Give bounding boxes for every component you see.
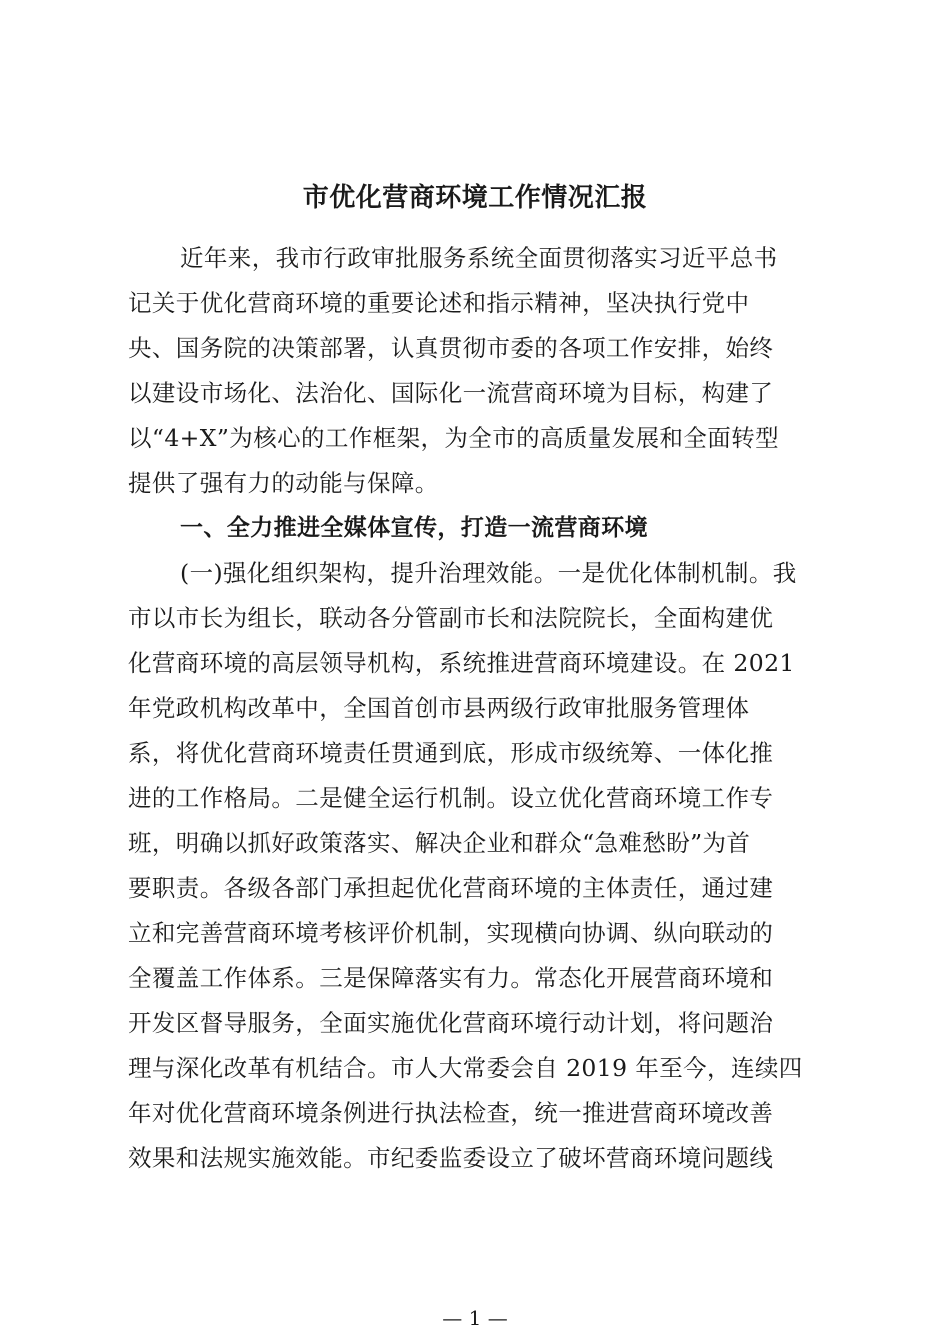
paragraph-line: 效果和法规实施效能。市纪委监委设立了破坏营商环境问题线 <box>128 1144 774 1172</box>
paragraph-line: 班，明确以抓好政策落实、解决企业和群众“急难愁盼”为首 <box>128 829 751 857</box>
paragraph-line: 年对优化营商环境条例进行执法检查，统一推进营商环境改善 <box>128 1099 774 1127</box>
paragraph-line: 要职责。各级各部门承担起优化营商环境的主体责任，通过建 <box>128 874 774 902</box>
paragraph-line: 以“4+X”为核心的工作框架，为全市的高质量发展和全面转型 <box>128 424 779 452</box>
paragraph-line: 化营商环境的高层领导机构，系统推进营商环境建设。在 2021 <box>128 649 795 677</box>
paragraph-line: 进的工作格局。二是健全运行机制。设立优化营商环境工作专 <box>128 784 774 812</box>
paragraph-line: 记关于优化营商环境的重要论述和指示精神，坚决执行党中 <box>128 289 750 317</box>
paragraph-line: 近年来，我市行政审批服务系统全面贯彻落实习近平总书 <box>180 244 778 272</box>
page-number: — 1 — <box>442 1306 508 1330</box>
paragraph-line: 开发区督导服务，全面实施优化营商环境行动计划，将问题治 <box>128 1009 774 1037</box>
document-title: 市优化营商环境工作情况汇报 <box>302 183 648 213</box>
paragraph-line: 系，将优化营商环境责任贯通到底，形成市级统筹、一体化推 <box>128 739 774 767</box>
paragraph-line: 全覆盖工作体系。三是保障落实有力。常态化开展营商环境和 <box>128 964 774 992</box>
document-body <box>128 236 828 1181</box>
paragraph-line: 立和完善营商环境考核评价机制，实现横向协调、纵向联动的 <box>128 919 774 947</box>
paragraph-line: 市以市长为组长，联动各分管副市长和法院院长，全面构建优 <box>128 604 774 632</box>
paragraph-line: 以建设市场化、法治化、国际化一流营商环境为目标，构建了 <box>128 379 774 407</box>
paragraph-line: (一)强化组织架构，提升治理效能。一是优化体制机制。我 <box>180 559 797 587</box>
paragraph-line: 年党政机构改革中，全国首创市县两级行政审批服务管理体 <box>128 694 750 722</box>
paragraph-line: 提供了强有力的动能与保障。 <box>128 469 439 497</box>
paragraph-line: 理与深化改革有机结合。市人大常委会自 2019 年至今，连续四 <box>128 1054 803 1082</box>
paragraph-line: 央、国务院的决策部署，认真贯彻市委的各项工作安排，始终 <box>128 334 774 362</box>
section-heading: 一、全力推进全媒体宣传，打造一流营商环境 <box>180 515 648 541</box>
